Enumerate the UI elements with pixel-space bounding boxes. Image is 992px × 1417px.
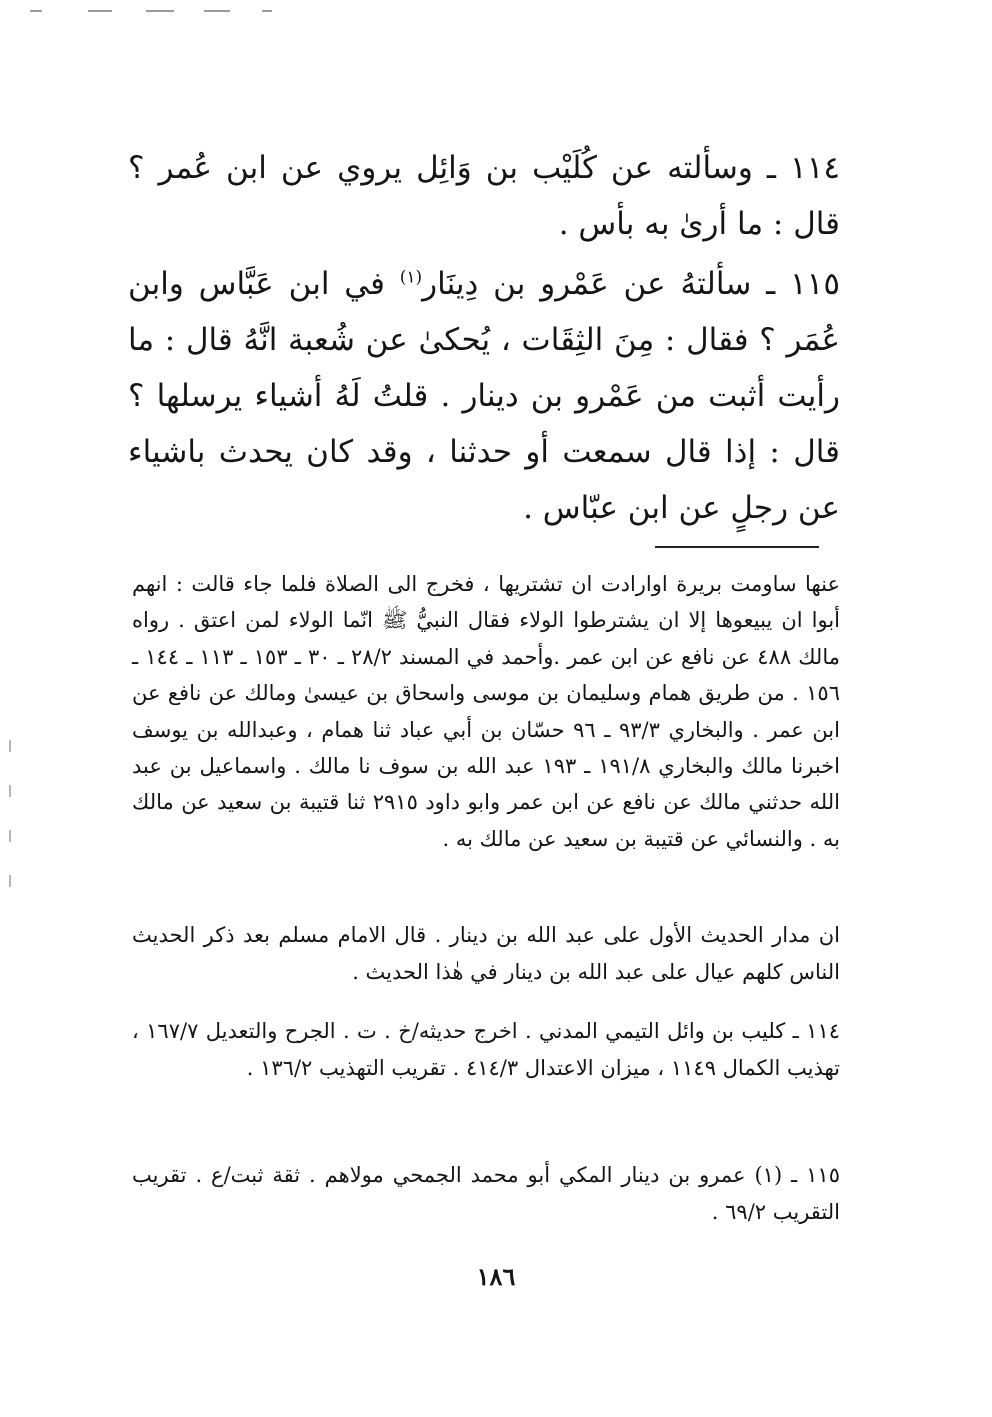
entry-115 — [128, 256, 840, 536]
scan-tick — [9, 740, 11, 752]
footnote-115-text: ١١٥ ـ (١) عمرو بن دينار المكي أبو محمد الجمحي مولاهم . ثقة ثبت/ع . تقريب التقريب ٦٩/٢ . — [132, 1163, 840, 1224]
footnote-continuation-text: عنها ساومت بريرة اوارادت ان تشتريها ، فخرج الى الصلاة فلما جاء قالت : انهم أبوا ان يبيعوها إلا ان يشترطوا الولاء فقال النبيُّ ﷺ انّما الولاء لمن اعتق . رواه مالك ٤٨٨ عن نافع عن ابن عمر .وأحمد في المسند ٢٨/٢ ـ ٣٠ ـ ١٥٣ ـ ١١٣ ـ ١٤٤ ـ ١٥٦ . من طريق همام وسليمان بن موسى واسحاق بن عيسىٰ ومالك عن نافع عن ابن عمر . والبخاري ٩٣/٣ ـ ٩٦ حسّان بن أبي عباد ثنا همام ، وعبدالله بن يوسف اخبرنا مالك والبخاري ١٩١/٨ ـ ١٩٣ عبد الله بن سوف نا مالك . واسماعيل بن عبد الله حدثني مالك عن نافع عن ابن عمر وابو داود ٢٩١٥ ثنا قتيبة بن سعيد عن مالك به . والنسائي عن قتيبة بن سعيد عن مالك به . — [132, 572, 840, 851]
scan-tick — [9, 785, 11, 797]
footnote-114-text: ١١٤ ـ كليب بن وائل التيمي المدني . اخرج حديثه/خ . ت . الجرح والتعديل ١٦٧/٧ ، تهذيب الكمال ١١٤٩ ، ميزان الاعتدال ٤١٤/٣ . تقريب التهذيب ١٣٦/٢ . — [132, 1019, 841, 1080]
entry-115-text-rest: في ابن عَبَّاس وابن عُمَر ؟ فقال : مِنَ الثِقَات ، يُحكىٰ عن شُعبة انَّهُ قال : ما رأيت أثبت من عَمْرو بن دينار . قلتُ لَهُ أشياء يرسلها ؟ قال : إذا قال سمعت أو حدثنا ، وقد كان يحدث باشياء عن رجلٍ عن ابن عبّاس . — [128, 266, 840, 526]
entry-115-paragraph — [128, 256, 840, 536]
footnote-remark-text: ان مدار الحديث الأول على عبد الله بن دينار . قال الامام مسلم بعد ذكر الحديث الناس كلهم عيال على عبد الله بن دينار في هٰذا الحديث . — [132, 923, 840, 984]
scan-tick — [9, 830, 11, 842]
footnote-114 — [132, 1013, 840, 1087]
page-number: ١٨٦ — [476, 1262, 516, 1291]
footnote-divider — [655, 546, 819, 548]
entry-115-text-start: ١١٥ ـ سألتهُ عن عَمْرو بن دِينَار — [422, 266, 840, 302]
scan-tick — [9, 875, 11, 887]
scan-mark — [146, 10, 174, 12]
footnote-remark — [132, 917, 840, 991]
entry-114 — [128, 140, 840, 252]
footnote-continuation — [132, 566, 840, 857]
footnote-115 — [132, 1157, 840, 1231]
scan-mark — [88, 10, 112, 12]
footnote-ref-1: (١) — [399, 267, 423, 288]
scan-mark — [30, 10, 42, 12]
scan-mark — [262, 10, 272, 12]
scan-mark — [204, 10, 230, 12]
entry-114-text: ١١٤ ـ وسألته عن كُلَيْب بن وَائِل يروي عن ابن عُمر ؟ قال : ما أرىٰ به بأس . — [128, 150, 840, 242]
